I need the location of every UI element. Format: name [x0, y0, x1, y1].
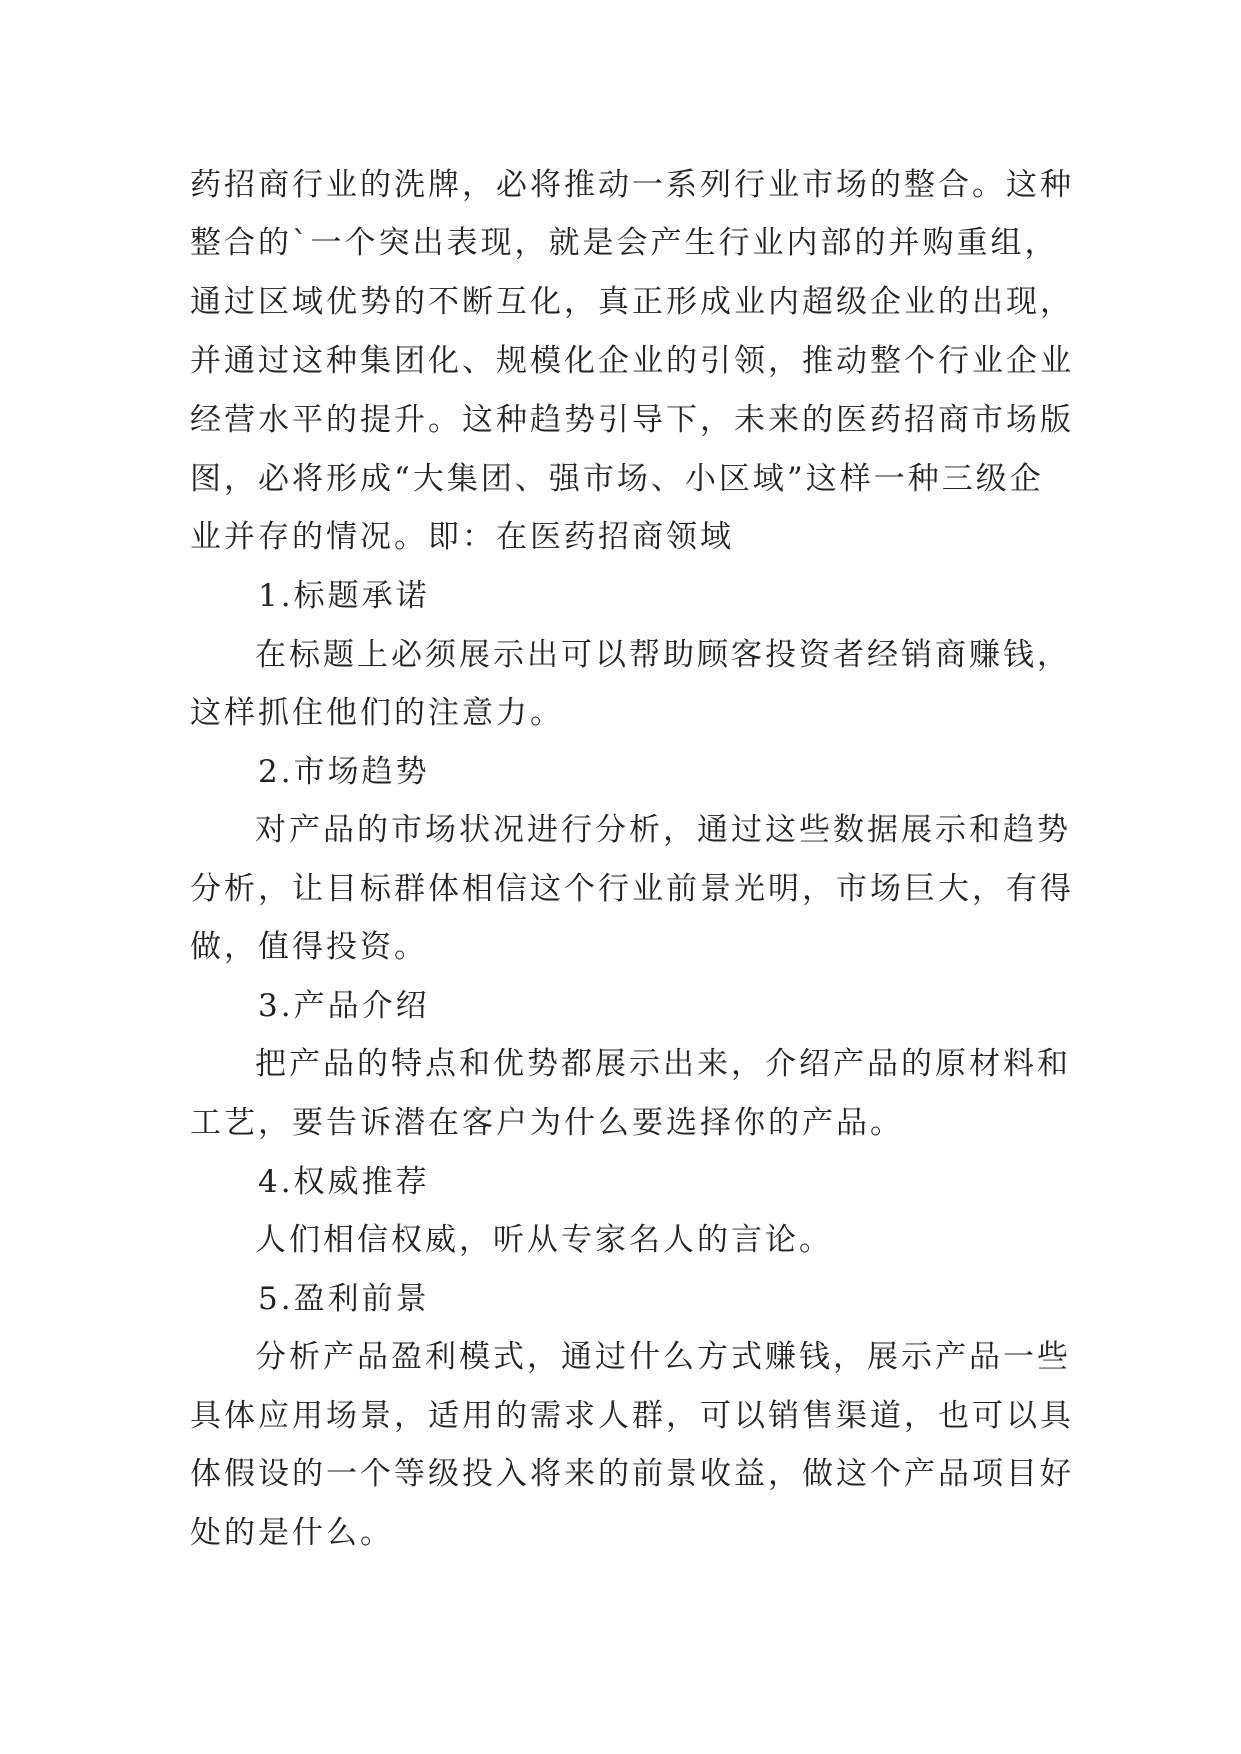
paragraph-line: 药招商行业的洗牌，必将推动一系列行业市场的整合。这种 [190, 167, 1074, 203]
paragraph-line: 业并存的情况。即：在医药招商领域 [190, 519, 734, 555]
paragraph-line: 做，值得投资。 [190, 929, 428, 965]
paragraph-line: 整合的`一个突出表现，就是会产生行业内部的并购重组， [190, 225, 1059, 261]
section-heading: 4.权威推荐 [258, 1164, 430, 1200]
paragraph-line: 对产品的市场状况进行分析，通过这些数据展示和趋势 [255, 812, 1071, 848]
paragraph-line: 把产品的特点和优势都展示出来，介绍产品的原材料和 [255, 1046, 1071, 1082]
paragraph-line: 图，必将形成“大集团、强市场、小区域”这样一种三级企 [190, 461, 1044, 497]
section-heading: 1.标题承诺 [258, 578, 430, 614]
paragraph-line: 具体应用场景，适用的需求人群，可以销售渠道，也可以具 [190, 1398, 1074, 1434]
paragraph-line: 工艺，要告诉潜在客户为什么要选择你的产品。 [190, 1105, 904, 1141]
section-heading: 3.产品介绍 [258, 988, 430, 1024]
paragraph-line: 这样抓住他们的注意力。 [190, 695, 564, 731]
paragraph-line: 分析，让目标群体相信这个行业前景光明，市场巨大，有得 [190, 871, 1074, 907]
paragraph-line: 经营水平的提升。这种趋势引导下，未来的医药招商市场版 [190, 402, 1074, 438]
paragraph-line: 体假设的一个等级投入将来的前景收益，做这个产品项目好 [190, 1456, 1074, 1492]
paragraph-line: 通过区域优势的不断互化，真正形成业内超级企业的出现， [190, 284, 1074, 320]
section-heading: 2.市场趋势 [258, 754, 430, 790]
section-heading: 5.盈利前景 [258, 1281, 430, 1317]
paragraph-line: 处的是什么。 [190, 1515, 394, 1551]
paragraph-line: 在标题上必须展示出可以帮助顾客投资者经销商赚钱， [255, 637, 1071, 673]
paragraph-line: 分析产品盈利模式，通过什么方式赚钱，展示产品一些 [255, 1339, 1071, 1375]
paragraph-line: 并通过这种集团化、规模化企业的引领，推动整个行业企业 [190, 343, 1074, 379]
paragraph-line: 人们相信权威，听从专家名人的言论。 [255, 1222, 833, 1258]
